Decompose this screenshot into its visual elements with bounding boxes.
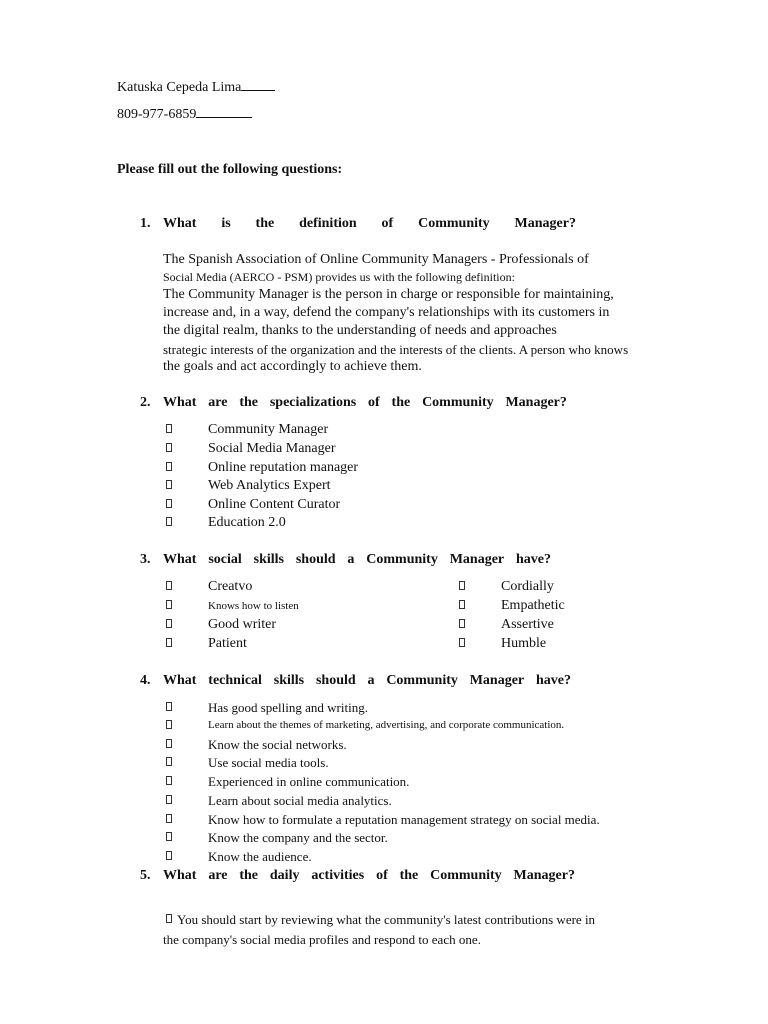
question-3 <box>140 552 551 568</box>
list-item: Good writer <box>208 617 277 632</box>
word: Community <box>366 552 438 567</box>
word: should <box>295 552 336 567</box>
bullet-box-icon <box>166 832 172 841</box>
bullet-box-icon <box>166 814 172 823</box>
list-item: Humble <box>501 636 547 651</box>
list-item: Online reputation manager <box>208 460 359 475</box>
word: are <box>208 395 228 410</box>
list-item: Use social media tools. <box>208 755 329 770</box>
list-item: Assertive <box>501 617 554 632</box>
bullet-box-icon <box>166 480 172 489</box>
word: skills <box>253 552 284 567</box>
question-5 <box>140 868 575 884</box>
phone-underline <box>196 117 252 118</box>
list-item: Cordially <box>501 579 554 594</box>
list-item: Know the audience. <box>208 849 312 864</box>
list-item: Learn about the themes of marketing, advertising, and corporate communication. <box>208 719 565 731</box>
list-item: Know how to formulate a reputation management strategy on social media. <box>208 812 600 827</box>
question-text <box>163 673 571 689</box>
bullet-box-icon <box>459 619 465 628</box>
name-underline <box>241 90 275 91</box>
bullet-box-icon <box>166 600 172 609</box>
word: Community <box>430 868 502 883</box>
bullet-box-icon <box>166 851 172 860</box>
bullet-box-icon <box>166 443 172 452</box>
question-number: 4. <box>140 673 151 688</box>
word: What <box>163 552 197 567</box>
word: Manager? <box>514 216 576 231</box>
word: the <box>391 395 411 410</box>
answer-line: Social Media (AERCO - PSM) provides us with the following definition: <box>163 270 515 284</box>
bullet-box-icon <box>166 638 172 647</box>
word: What <box>163 395 197 410</box>
word: are <box>208 868 228 883</box>
question-text <box>163 395 567 411</box>
question-number: 3. <box>140 552 151 567</box>
answer-line: increase and, in a way, defend the company's relationships with its customers in <box>163 305 610 320</box>
word: a <box>367 673 375 688</box>
bullet-box-icon <box>166 462 172 471</box>
list-item: Know the social networks. <box>208 737 347 752</box>
question-1 <box>140 216 576 232</box>
word: Community <box>422 395 494 410</box>
answer-line: the company's social media profiles and respond to each one. <box>163 932 481 947</box>
bullet-box-icon <box>166 739 172 748</box>
word: the <box>239 395 258 410</box>
list-item: Web Analytics Expert <box>208 478 331 493</box>
bullet-box-icon <box>459 600 465 609</box>
list-item: Patient <box>208 636 247 651</box>
question-number: 5. <box>140 868 151 883</box>
word: skills <box>273 673 305 688</box>
phone-number-text: 809-977-6859 <box>117 107 197 122</box>
word: Manager? <box>513 868 575 883</box>
word: What <box>163 673 197 688</box>
word: What <box>163 868 197 883</box>
bullet-box-icon <box>166 499 172 508</box>
word: What <box>163 216 197 231</box>
answer-line: The Spanish Association of Online Community Managers - Professionals of <box>163 252 589 267</box>
word: Manager? <box>505 395 567 410</box>
bullet-box-icon <box>459 581 465 590</box>
list-item: Online Content Curator <box>208 497 341 512</box>
word: have? <box>515 552 551 567</box>
answer-line: the digital realm, thanks to the understanding of needs and approaches <box>163 323 557 338</box>
bullet-box-icon <box>166 581 172 590</box>
bullet-box-icon <box>459 638 465 647</box>
word: social <box>208 552 242 567</box>
word: have? <box>535 673 571 688</box>
answer-line: the goals and act accordingly to achieve them. <box>163 359 422 374</box>
word: the <box>255 216 275 231</box>
list-item: Has good spelling and writing. <box>208 700 368 715</box>
word: a <box>347 552 355 567</box>
list-item: Learn about social media analytics. <box>208 793 392 808</box>
question-2 <box>140 395 567 411</box>
list-item: Know the company and the sector. <box>208 830 388 845</box>
bullet-box-icon <box>166 424 172 433</box>
list-item: Education 2.0 <box>208 515 286 530</box>
list-item: Creatvo <box>208 579 253 594</box>
word: daily <box>269 868 300 883</box>
word: the <box>239 868 259 883</box>
bullet-box-icon <box>166 914 172 923</box>
word: should <box>315 673 356 688</box>
word: activities <box>311 868 365 883</box>
answer-line: You should start by reviewing what the community's latest contributions were in <box>177 912 596 927</box>
word: technical <box>208 673 262 688</box>
question-number: 1. <box>140 216 151 231</box>
word: specializations <box>269 395 357 410</box>
list-item: Empathetic <box>501 598 565 613</box>
bullet-box-icon <box>166 757 172 766</box>
word: is <box>221 216 231 231</box>
question-number: 2. <box>140 395 151 410</box>
answer-line: The Community Manager is the person in charge or responsible for maintaining, <box>163 287 614 302</box>
bullet-box-icon <box>166 702 172 711</box>
list-item: Social Media Manager <box>208 441 336 456</box>
bullet-box-icon <box>166 795 172 804</box>
question-text <box>163 552 551 568</box>
instruction-heading: Please fill out the following questions: <box>117 162 343 177</box>
word: the <box>399 868 419 883</box>
word: Community <box>418 216 490 231</box>
word: Community <box>386 673 458 688</box>
question-text <box>163 216 576 232</box>
question-text <box>163 868 575 884</box>
word: of <box>376 868 388 883</box>
bullet-box-icon <box>166 720 172 729</box>
word: definition <box>299 216 357 231</box>
word: Manager <box>449 552 505 567</box>
bullet-box-icon <box>166 619 172 628</box>
answer-line: strategic interests of the organization and the interests of the clients. A person who knows <box>163 342 629 357</box>
question-4 <box>140 673 571 689</box>
list-item: Knows how to listen <box>208 600 299 612</box>
author-name-text: Katuska Cepeda Lima <box>117 80 242 95</box>
bullet-box-icon <box>166 776 172 785</box>
word: of <box>381 216 394 231</box>
list-item: Community Manager <box>208 422 329 437</box>
bullet-box-icon <box>166 517 172 526</box>
word: of <box>368 395 380 410</box>
word: Manager <box>469 673 525 688</box>
phone-number <box>117 107 252 123</box>
list-item: Experienced in online communication. <box>208 774 410 789</box>
author-name <box>117 80 275 96</box>
